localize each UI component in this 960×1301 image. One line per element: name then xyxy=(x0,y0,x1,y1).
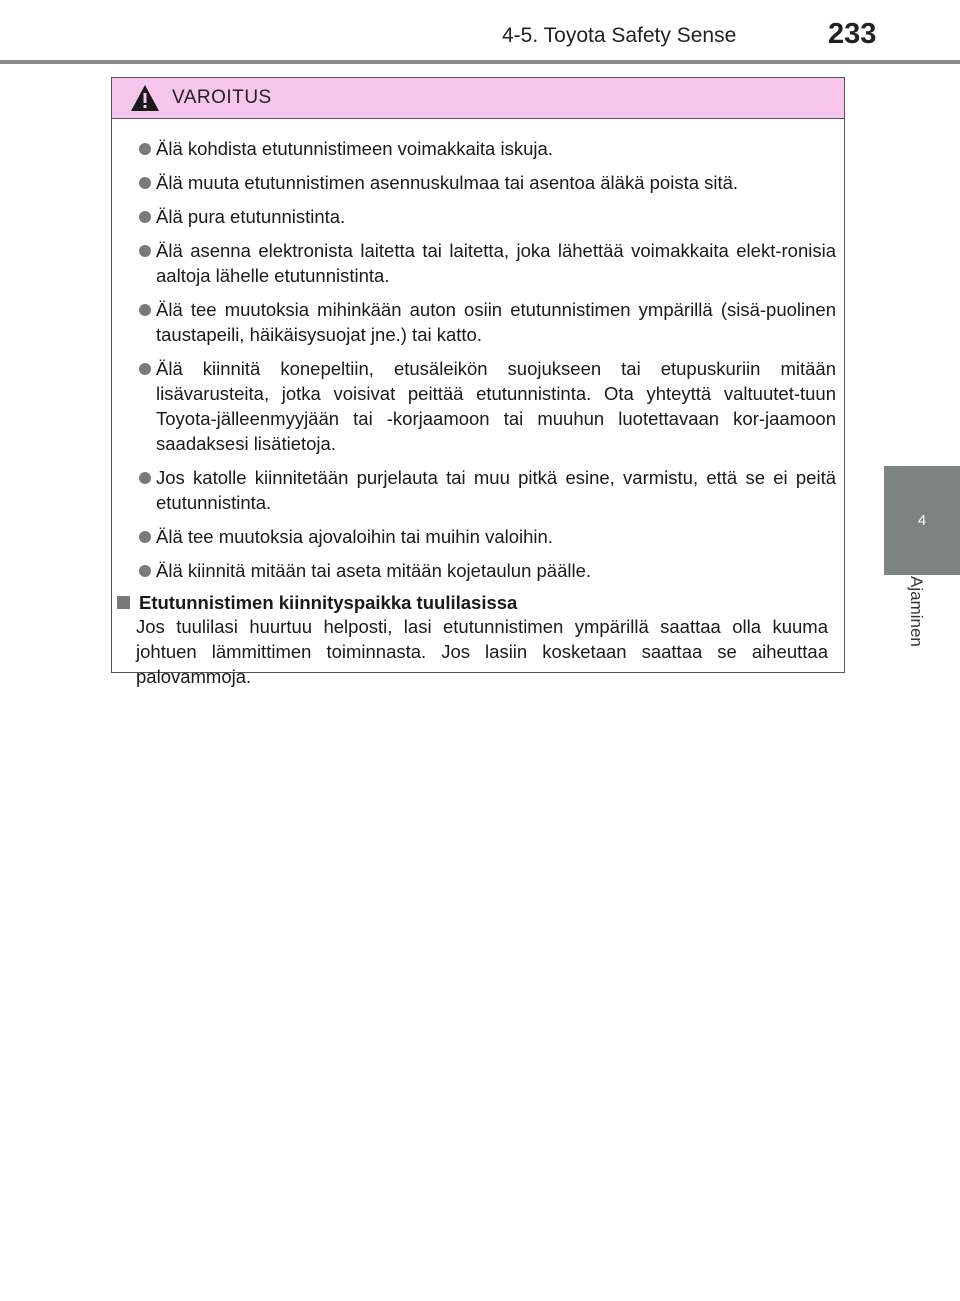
bullet-icon xyxy=(139,304,151,316)
warning-bullet xyxy=(136,465,836,515)
section-heading-text: Etutunnistimen kiinnityspaikka tuulilasissa xyxy=(139,592,518,613)
chapter-number: 4 xyxy=(917,512,927,529)
bullet-text: Älä tee muutoksia ajovaloihin tai muihin valoihin. xyxy=(156,526,553,547)
warning-bullet xyxy=(136,356,836,456)
bullet-text: Älä kiinnitä mitään tai aseta mitään kojetaulun päälle. xyxy=(156,560,592,581)
warning-bullet xyxy=(136,558,836,583)
warning-bullet xyxy=(136,204,836,229)
square-bullet-icon xyxy=(117,596,130,609)
section-text: Jos tuulilasi huurtuu helposti, lasi etutunnistimen ympärillä saattaa olla kuuma johtuen lämmittimen toiminnasta. Jos lasiin kosketaan saattaa se aiheuttaa palovammoja. xyxy=(136,616,828,687)
bullet-icon xyxy=(139,143,151,155)
bullet-text: Älä asenna elektronista laitetta tai laitetta, joka lähettää voimakkaita elekt-ronisia aaltoja lähelle etutunnistinta. xyxy=(156,240,836,286)
warning-triangle-icon xyxy=(130,84,160,112)
bullet-icon xyxy=(139,565,151,577)
bullet-text: Älä tee muutoksia mihinkään auton osiin etutunnistimen ympärillä (sisä-puolinen taustapeili, häikäisysuojat jne.) tai katto. xyxy=(156,299,836,345)
bullet-icon xyxy=(139,363,151,375)
warning-bullet xyxy=(136,238,836,288)
warning-box xyxy=(111,77,845,687)
bullet-text: Älä muuta etutunnistimen asennuskulmaa tai asentoa äläkä poista sitä. xyxy=(156,172,739,193)
bullet-icon xyxy=(139,531,151,543)
page-number: 233 xyxy=(828,18,877,50)
bullet-text: Älä pura etutunnistinta. xyxy=(156,206,346,227)
warning-body xyxy=(112,119,844,689)
warning-bullet xyxy=(136,170,836,195)
header-divider xyxy=(0,60,960,64)
warning-header xyxy=(112,78,844,119)
bullet-text: Älä kohdista etutunnistimeen voimakkaita iskuja. xyxy=(156,138,553,159)
bullet-icon xyxy=(139,177,151,189)
warning-title: VAROITUS xyxy=(172,87,272,108)
warning-bullet xyxy=(136,524,836,549)
warning-bullet xyxy=(136,297,836,347)
warning-bullet xyxy=(136,136,836,161)
chapter-tab[interactable] xyxy=(884,466,960,575)
bullet-icon xyxy=(139,245,151,257)
section-heading xyxy=(115,592,836,614)
bullet-icon xyxy=(139,211,151,223)
chapter-label: Ajaminen xyxy=(907,576,926,647)
bullet-text: Älä kiinnitä konepeltiin, etusäleikön suojukseen tai etupuskuriin mitään lisävarusteita, jotka voisivat peittää etutunnistinta. Ota yhteyttä valtuutet-tuun Toyota-jälleenmyyjään tai -korjaamoon tai muuhun luotettavaan kor-jaamoon saadaksesi lisätietoja. xyxy=(156,358,836,454)
bullet-text: Jos katolle kiinnitetään purjelauta tai muu pitkä esine, varmistu, että se ei peitä etutunnistinta. xyxy=(156,467,836,513)
header-section-title: 4-5. Toyota Safety Sense xyxy=(502,24,737,47)
bullet-icon xyxy=(139,472,151,484)
